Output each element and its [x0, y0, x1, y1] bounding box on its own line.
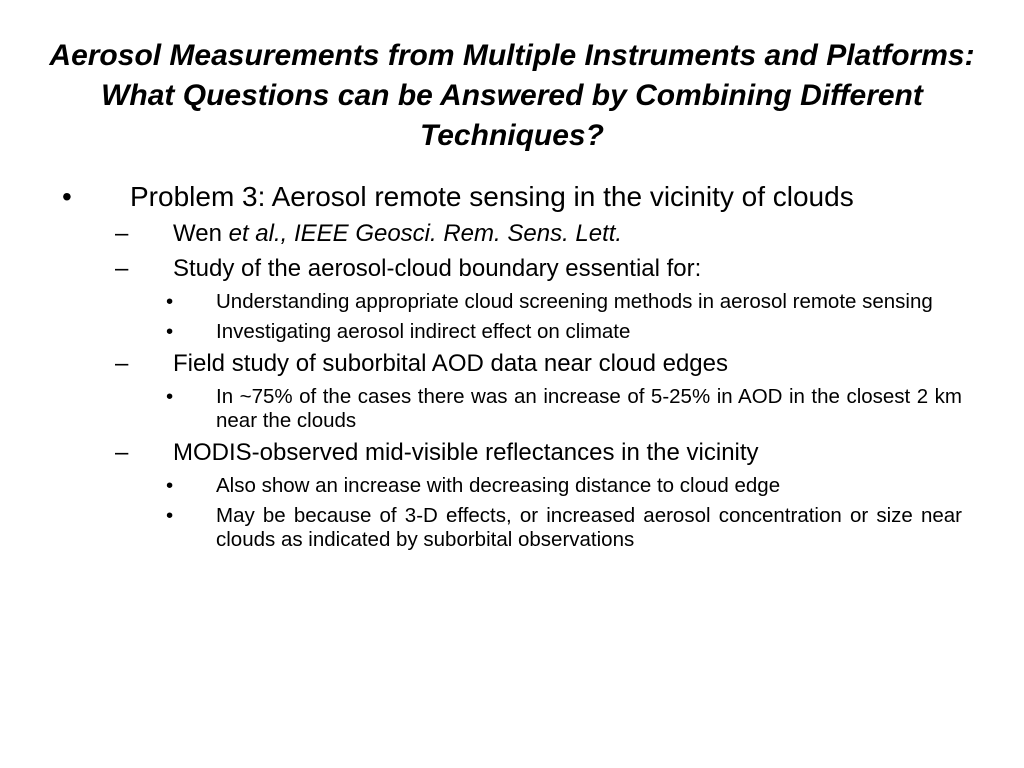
slide-title: Aerosol Measurements from Multiple Instruments and Platforms: What Questions can be Answered by Combining Different Techniques?	[49, 39, 975, 152]
study-point-text: Understanding appropriate cloud screening methods in aerosol remote sensing	[216, 290, 933, 313]
bullet-modis-point	[166, 474, 962, 498]
dash-marker: –	[115, 439, 129, 466]
dash-marker: –	[115, 220, 129, 247]
bullet-field-study-point	[166, 385, 962, 433]
study-point-text: Investigating aerosol indirect effect on climate	[216, 320, 631, 343]
modis-point-text: May be because of 3-D effects, or increased aerosol concentration or size near clouds as indicated by suborbital observations	[216, 504, 962, 551]
bullet-study-point	[166, 320, 962, 344]
bullet-field-study	[115, 349, 962, 379]
dash-marker: –	[115, 350, 129, 377]
bullet-marker: •	[166, 504, 174, 527]
bullet-study-point	[166, 290, 962, 314]
bullet-marker: •	[166, 385, 174, 408]
bullet-reference	[115, 219, 962, 249]
modis-point-text: Also show an increase with decreasing distance to cloud edge	[216, 474, 781, 497]
bullet-marker: •	[166, 474, 174, 497]
bullet-modis	[115, 438, 962, 468]
reference-author: Wen	[173, 220, 229, 247]
bullet-study	[115, 254, 962, 284]
bullet-marker: •	[166, 290, 174, 313]
bullet-modis-point	[166, 504, 962, 552]
problem-text: Problem 3: Aerosol remote sensing in the vicinity of clouds	[130, 181, 854, 212]
bullet-marker: •	[166, 320, 174, 343]
field-study-point-text: In ~75% of the cases there was an increase of 5-25% in AOD in the closest 2 km near the clouds	[216, 385, 962, 432]
modis-label: MODIS-observed mid-visible reflectances in the vicinity	[173, 439, 759, 466]
reference-citation: et al., IEEE Geosci. Rem. Sens. Lett.	[228, 220, 623, 247]
bullet-marker: •	[62, 181, 72, 212]
bullet-problem	[62, 180, 962, 213]
field-study-label: Field study of suborbital AOD data near cloud edges	[173, 350, 728, 377]
slide-body	[0, 180, 1024, 552]
dash-marker: –	[115, 255, 129, 282]
study-label: Study of the aerosol-cloud boundary essential for:	[173, 255, 702, 282]
